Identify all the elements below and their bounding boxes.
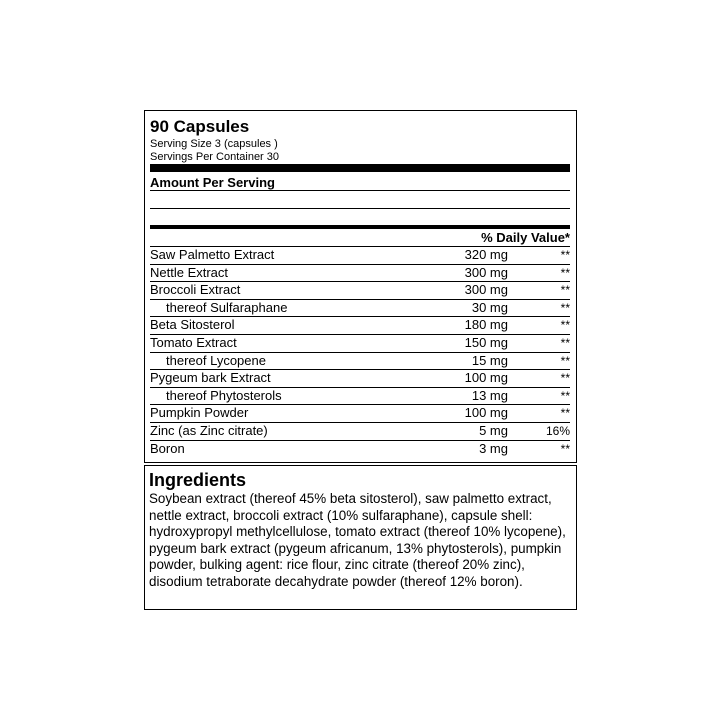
nutrient-daily-value: **: [560, 265, 570, 280]
nutrient-row: [150, 334, 570, 352]
nutrient-amount: 300 mg: [464, 282, 508, 298]
thin-divider: [150, 208, 570, 209]
nutrient-amount: 300 mg: [464, 264, 508, 280]
ingredients-panel: [144, 465, 577, 610]
nutrient-daily-value: **: [560, 371, 570, 386]
nutrient-name: Zinc (as Zinc citrate): [150, 422, 268, 438]
ingredients-text: Soybean extract (thereof 45% beta sitosterol), saw palmetto extract, nettle extract, broccoli extract (10% sulfaraphane), capsule shell: hydroxypropyl methylcellulose, tomato extract (thereof 10% lycopene), pygeum bark extract (pygeum africanum, 13% phytosterols), pumpkin powder, bulking agent: rice flour, zinc citrate (thereof 20% zinc), disodium tetraborate decahydrate powder (thereof 12% boron).: [149, 491, 566, 589]
nutrient-name: thereof Sulfaraphane: [166, 299, 288, 315]
nutrient-row: [150, 387, 570, 405]
nutrient-name: Beta Sitosterol: [150, 317, 235, 333]
nutrient-daily-value: **: [560, 248, 570, 262]
nutrient-row: [150, 316, 570, 334]
product-title: 90 Capsules: [150, 117, 250, 136]
nutrient-row: [150, 299, 570, 317]
nutrient-amount: 3 mg: [479, 440, 508, 456]
nutrient-row: [150, 369, 570, 387]
nutrient-row: [150, 281, 570, 299]
nutrient-daily-value: **: [560, 318, 570, 333]
nutrient-daily-value: **: [560, 283, 570, 298]
nutrient-amount: 30 mg: [471, 299, 508, 315]
nutrient-daily-value: **: [560, 300, 570, 315]
nutrient-amount: 13 mg: [471, 387, 508, 403]
nutrient-amount: 320 mg: [464, 247, 508, 262]
nutrient-name: Nettle Extract: [150, 264, 229, 280]
nutrient-daily-value: **: [560, 353, 570, 368]
nutrient-name: Tomato Extract: [150, 334, 237, 350]
serving-size: Serving Size 3 (capsules ): [150, 138, 278, 150]
amount-per-serving-label: Amount Per Serving: [150, 175, 275, 190]
daily-value-header: % Daily Value*: [481, 230, 570, 245]
nutrient-row: [150, 404, 570, 422]
nutrient-amount: 180 mg: [464, 317, 508, 333]
medium-divider: [150, 225, 570, 229]
nutrient-daily-value: **: [560, 388, 570, 403]
nutrient-row: [150, 352, 570, 370]
nutrient-name: Pygeum bark Extract: [150, 370, 271, 386]
supplement-facts-panel: [144, 110, 577, 463]
nutrient-row: [150, 264, 570, 282]
thin-divider: [150, 190, 570, 191]
nutrient-daily-value: **: [560, 441, 570, 456]
nutrient-amount: 150 mg: [464, 334, 508, 350]
nutrient-amount: 100 mg: [464, 405, 508, 421]
nutrient-amount: 5 mg: [479, 422, 508, 438]
nutrient-name: thereof Phytosterols: [166, 387, 282, 403]
servings-per-container: Servings Per Container 30: [150, 151, 280, 163]
nutrient-daily-value: **: [560, 335, 570, 350]
nutrient-name: Pumpkin Powder: [150, 405, 249, 421]
nutrient-row: [150, 246, 570, 264]
nutrient-daily-value: 16%: [545, 423, 570, 438]
nutrient-amount: 15 mg: [471, 352, 508, 368]
nutrient-name: Boron: [150, 440, 185, 456]
nutrient-row: [150, 422, 570, 440]
nutrient-daily-value: **: [560, 406, 570, 421]
ingredients-title: Ingredients: [149, 470, 247, 490]
nutrient-row: [150, 440, 570, 458]
nutrient-name: Broccoli Extract: [150, 282, 241, 298]
nutrient-rows: [150, 246, 570, 457]
nutrient-name: Saw Palmetto Extract: [150, 247, 275, 262]
nutrient-name: thereof Lycopene: [166, 352, 266, 368]
thick-divider: [150, 164, 570, 172]
nutrient-amount: 100 mg: [464, 370, 508, 386]
